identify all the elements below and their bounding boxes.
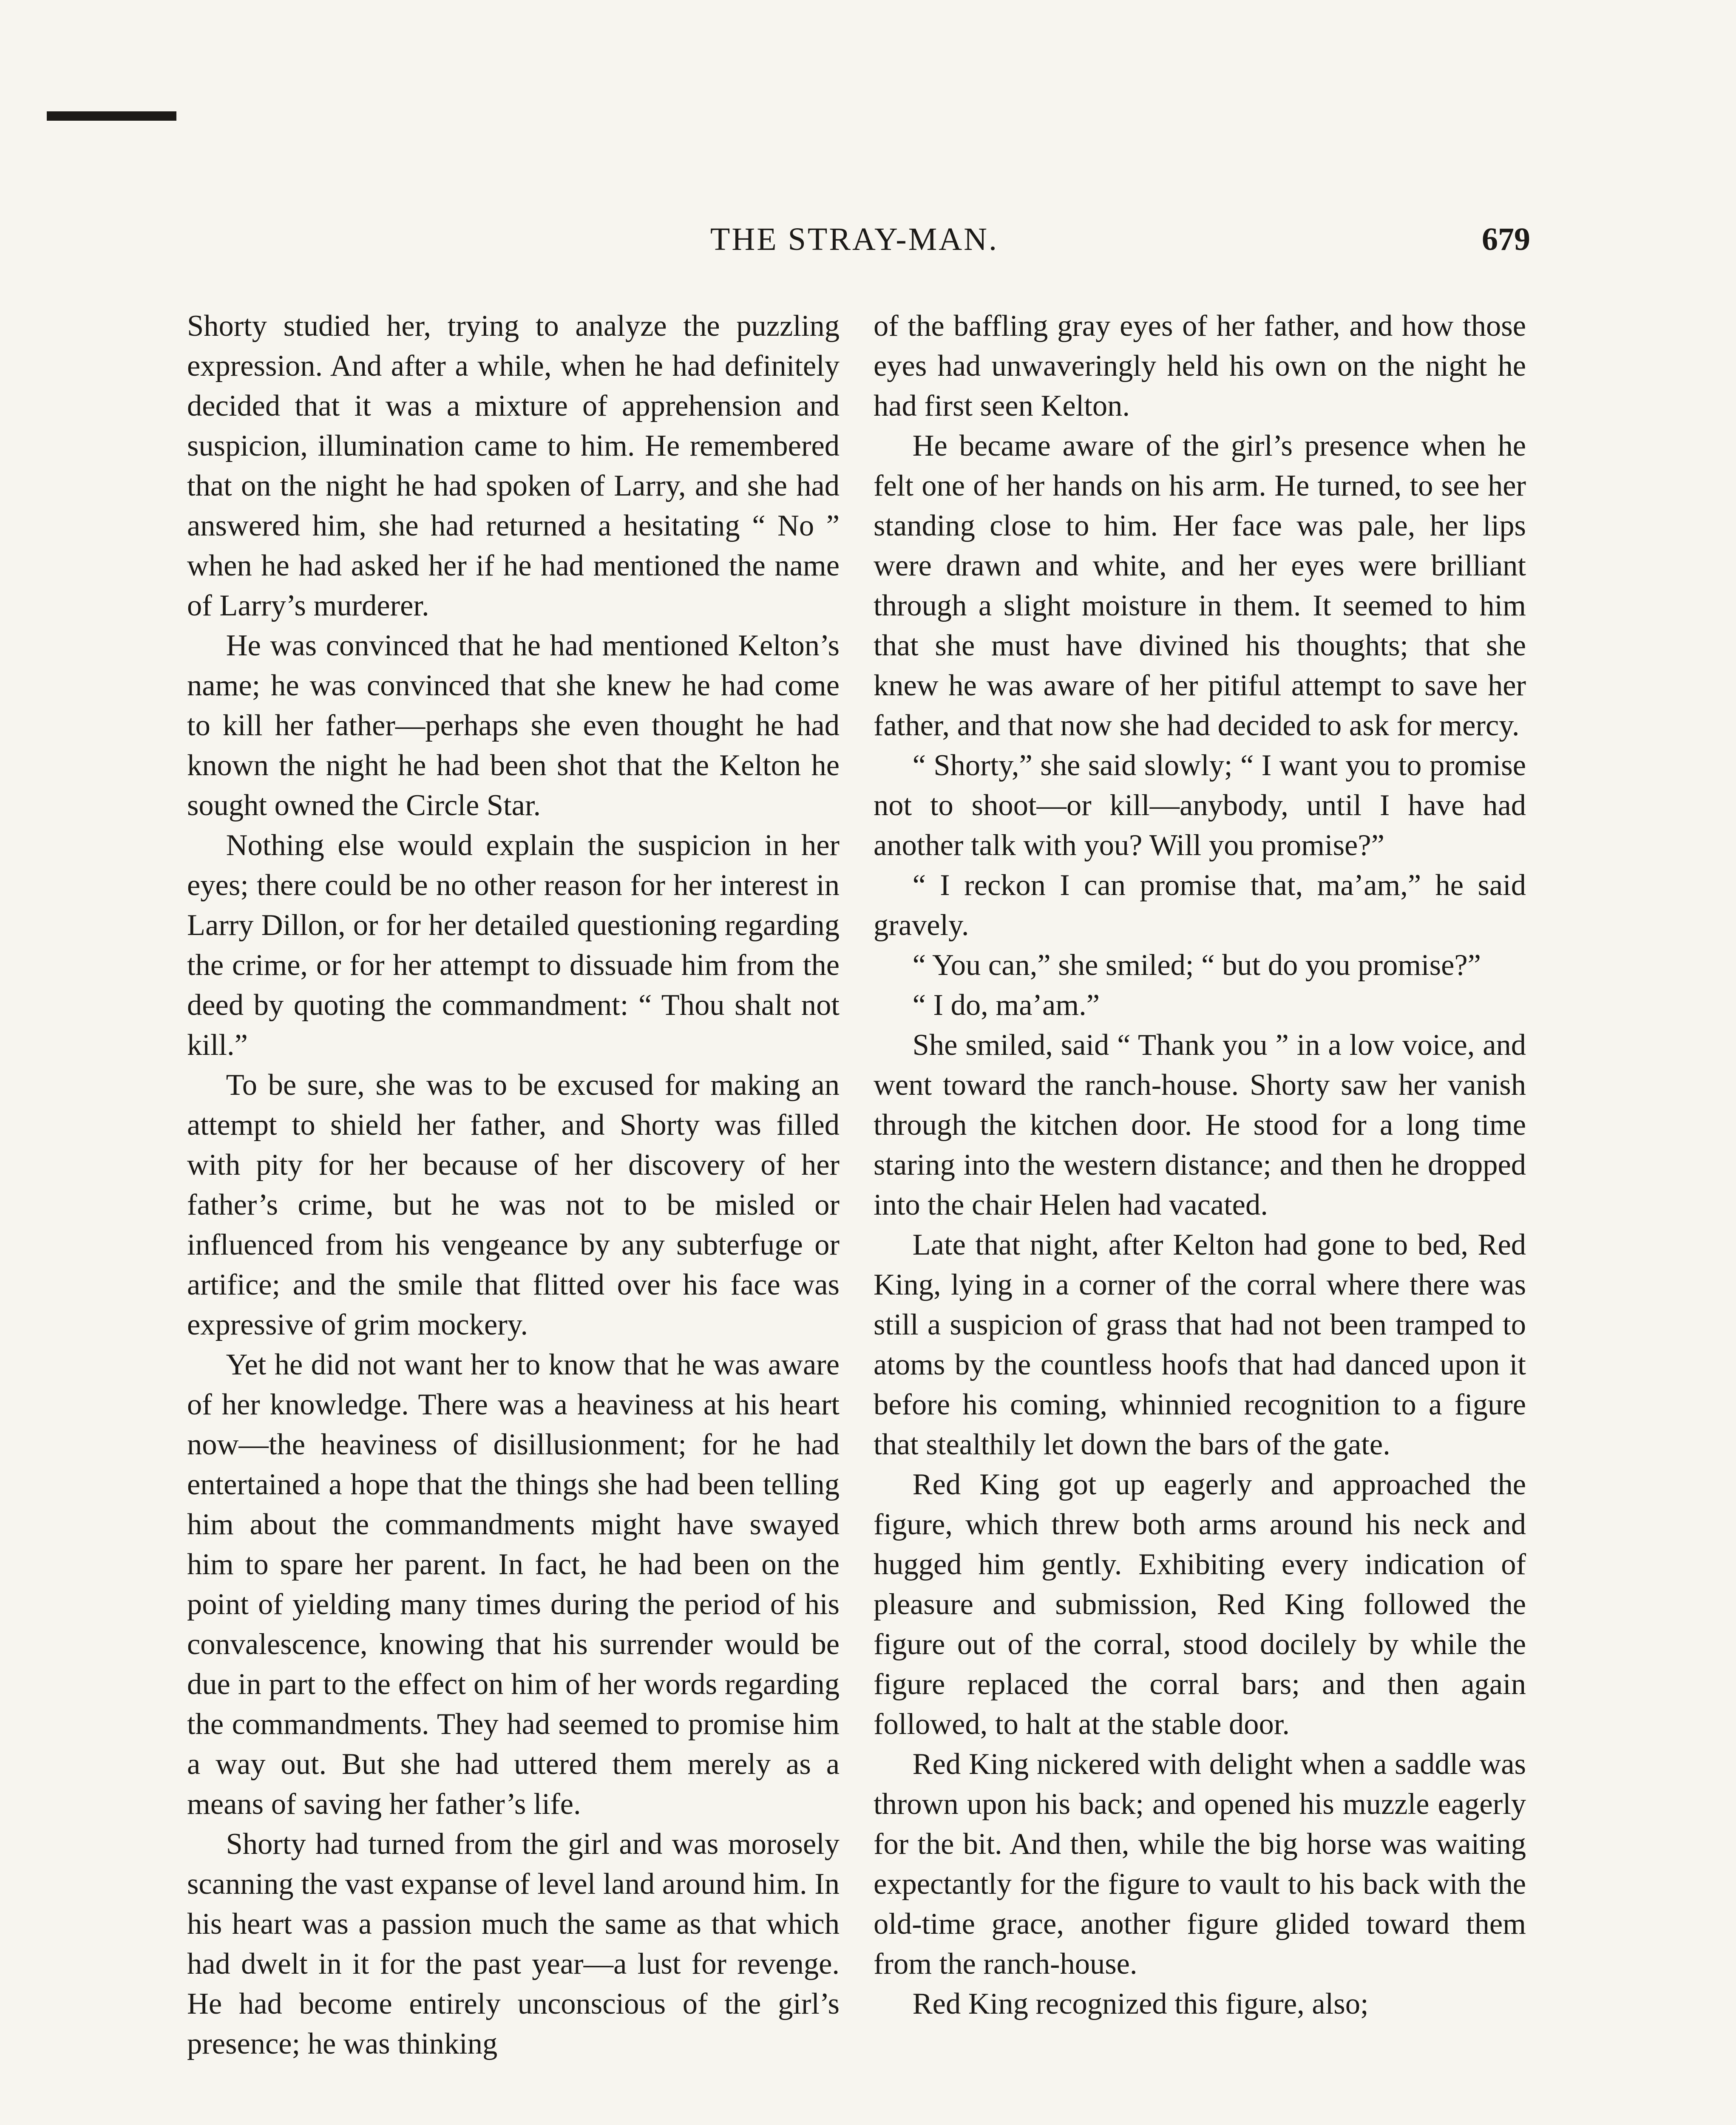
paragraph: “ You can,” she smiled; “ but do you promise?”: [912, 949, 1481, 982]
page-number: 679: [1482, 221, 1530, 257]
paragraph: Nothing else would explain the suspicion in her eyes; there could be no other reason for her interest in Larry Dillon, or for her detailed questioning regarding the crime, or for her attempt to dissuade him from the deed by quoting the commandment: “ Thou shalt not kill.”: [187, 829, 840, 1062]
paragraph: Red King nickered with delight when a saddle was thrown upon his back; and opened his muzzle eagerly for the bit. And then, while the big horse was waiting expectantly for the figure to vault to his back with the old-time grace, another figure glided toward them from the ranch-house.: [874, 1748, 1526, 1980]
paragraph: She smiled, said “ Thank you ” in a low voice, and went toward the ranch-house. Shorty saw her vanish through the kitchen door. He stood for a long time staring into the western distance; and then he dropped into the chair Helen had vacated.: [874, 1028, 1526, 1221]
paragraph: Shorty studied her, trying to analyze the puzzling expression. And after a while, when he had definitely decided that it was a mixture of apprehension and suspicion, illumination came to him. He remembered that on the night he had spoken of Larry, and she had answered him, she had returned a hesitating “ No ” when he had asked her if he had mentioned the name of Larry’s murderer.: [187, 309, 840, 622]
paragraph: Red King got up eagerly and approached the figure, which threw both arms around his neck and hugged him gently. Exhibiting every indication of pleasure and submission, Red King followed the figure out of the corral, stood docilely by while the figure replaced the corral bars; and then again followed, to halt at the stable door.: [874, 1468, 1526, 1741]
corner-print-mark: [47, 111, 176, 121]
paragraph: Red King recognized this figure, also;: [912, 1987, 1369, 2020]
running-title: THE STRAY-MAN.: [710, 221, 999, 257]
paragraph: Late that night, after Kelton had gone to bed, Red King, lying in a corner of the corral where there was still a suspicion of grass that had not been tramped to atoms by the countless hoofs that had danced upon it before his coming, whinnied recognition to a figure that stealthily let down the bars of the gate.: [874, 1228, 1526, 1461]
paragraph: Yet he did not want her to know that he was aware of her knowledge. There was a heaviness at his heart now—the heaviness of disillusionment; for he had entertained a hope that the things she had been telling him about the commandments might have swayed him to spare her parent. In fact, he had been on the point of yielding many times during the period of his convalescence, knowing that his surrender would be due in part to the effect on him of her words regarding the commandments. They had seemed to promise him a way out. But she had uttered them merely as a means of saving her father’s life.: [187, 1348, 840, 1821]
text-column-left: [187, 306, 840, 2125]
paragraph: of the baffling gray eyes of her father, and how those eyes had unwaveringly held his own on the night he had first seen Kelton.: [874, 309, 1526, 422]
paragraph: “ I do, ma’am.”: [912, 989, 1100, 1022]
paragraph: He became aware of the girl’s presence when he felt one of her hands on his arm. He turned, to see her standing close to him. Her face was pale, her lips were drawn and white, and her eyes were brilliant through a slight moisture in them. It seemed to him that she must have divined his thoughts; that she knew he was aware of her pitiful attempt to save her father, and that now she had decided to ask for mercy.: [874, 429, 1526, 742]
paragraph: To be sure, she was to be excused for making an attempt to shield her father, and Shorty was filled with pity for her because of her discovery of her father’s crime, but he was not to be misled or influenced from his vengeance by any subterfuge or artifice; and the smile that flitted over his face was expressive of grim mockery.: [187, 1068, 840, 1341]
paragraph: He was convinced that he had mentioned Kelton’s name; he was convinced that she knew he had come to kill her father—perhaps she even thought he had known the night he had been shot that the Kelton he sought owned the Circle Star.: [187, 629, 840, 822]
paragraph: “ I reckon I can promise that, ma’am,” he said gravely.: [874, 869, 1526, 942]
paragraph: “ Shorty,” she said slowly; “ I want you to promise not to shoot—or kill—anybody, until I have had another talk with you? Will you promise?”: [874, 749, 1526, 862]
text-column-right: [874, 306, 1526, 2125]
paragraph: Shorty had turned from the girl and was morosely scanning the vast expanse of level land around him. In his heart was a passion much the same as that which had dwelt in it for the past year—a lust for revenge. He had become entirely unconscious of the girl’s presence; he was thinking: [187, 1828, 840, 2060]
page-header: [179, 221, 1530, 272]
